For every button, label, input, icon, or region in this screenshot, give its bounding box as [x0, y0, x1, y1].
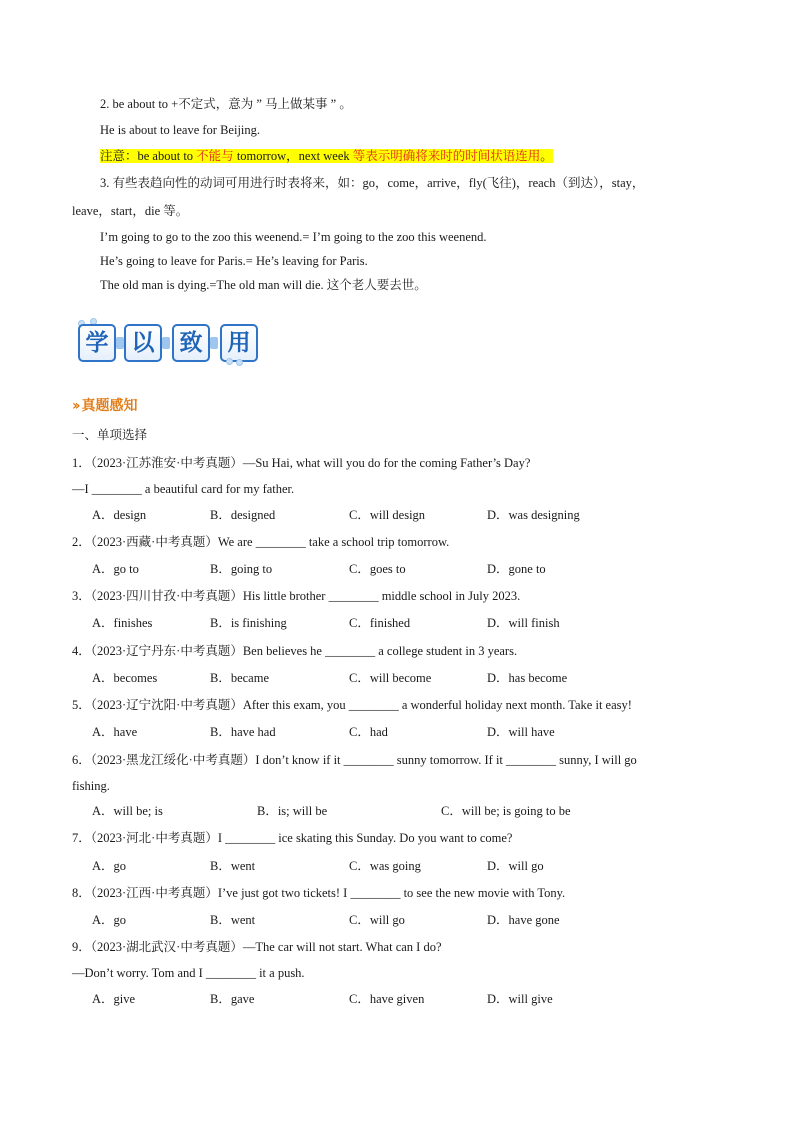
- question-6-line-2: fishing.: [72, 779, 110, 793]
- question-1-line-2: —I ________ a beautiful card for my father.: [72, 482, 295, 496]
- option-d[interactable]: D．will have: [487, 725, 555, 739]
- option-d[interactable]: D．gone to: [487, 562, 546, 576]
- option-c[interactable]: C．have given: [349, 992, 425, 1006]
- option-a[interactable]: A．go to: [92, 562, 139, 576]
- option-a[interactable]: A．have: [92, 725, 138, 739]
- option-c[interactable]: C．will go: [349, 913, 405, 927]
- question-7: 7．（2023·河北·中考真题）I ________ ice skating this Sunday. Do you want to come?: [72, 831, 513, 845]
- option-d[interactable]: D．has become: [487, 671, 568, 685]
- question-4: 4．（2023·辽宁丹东·中考真题）Ben believes he ________ a college student in 3 years.: [72, 644, 518, 658]
- option-d[interactable]: D．will go: [487, 859, 544, 873]
- question-5: 5．（2023·辽宁沈阳·中考真题）After this exam, you ________ a wonderful holiday next month. Take it easy!: [72, 698, 632, 712]
- tile-3: 致: [172, 324, 210, 362]
- option-d[interactable]: D．was designing: [487, 508, 580, 522]
- question-9: 9．（2023·湖北武汉·中考真题）—The car will not start. What can I do?: [72, 940, 442, 954]
- option-c[interactable]: C．will design: [349, 508, 426, 522]
- question-8: 8．（2023·江西·中考真题）I’ve just got two tickets! I ________ to see the new movie with Tony.: [72, 886, 566, 900]
- tile-2: 以: [124, 324, 162, 362]
- option-b[interactable]: B．went: [210, 913, 256, 927]
- question-9-line-2: —Don’t worry. Tom and I ________ it a push.: [72, 966, 305, 980]
- option-b[interactable]: B．gave: [210, 992, 255, 1006]
- option-a[interactable]: A．go: [92, 859, 127, 873]
- decor-dot: [226, 358, 233, 365]
- option-b[interactable]: B．have had: [210, 725, 276, 739]
- note-mid: tomorrow，next week: [233, 149, 353, 163]
- example-3: The old man is dying.=The old man will die. 这个老人要去世。: [100, 278, 427, 292]
- question-2: 2．（2023·西藏·中考真题）We are ________ take a school trip tomorrow.: [72, 535, 450, 549]
- option-b[interactable]: B．going to: [210, 562, 273, 576]
- tile-4: 用: [220, 324, 258, 362]
- option-d[interactable]: D．will give: [487, 992, 553, 1006]
- option-b[interactable]: B．went: [210, 859, 256, 873]
- example-1: I’m going to go to the zoo this weenend.= I’m going to the zoo this weenend.: [100, 230, 487, 244]
- double-chevron-icon: ››: [72, 398, 78, 414]
- option-a[interactable]: A．give: [92, 992, 136, 1006]
- example-2: He’s going to leave for Paris.= He’s leaving for Paris.: [100, 254, 368, 268]
- grammar-example: He is about to leave for Beijing.: [100, 123, 261, 137]
- grammar-point-3-line-1: 3. 有些表趋向性的动词可用进行时表将来，如：go，come，arrive，fly(飞往)，reach（到达），stay，: [100, 176, 645, 190]
- note-red-2: 等表示明确将来时的时间状语连用: [352, 149, 541, 163]
- tile-joint: [210, 337, 218, 349]
- question-6: 6．（2023·黑龙江绥化·中考真题）I don’t know if it ________ sunny tomorrow. If it ________ sunny, I will go: [72, 753, 637, 767]
- option-c[interactable]: C．was going: [349, 859, 421, 873]
- option-b[interactable]: B．designed: [210, 508, 276, 522]
- grammar-note: [100, 148, 553, 164]
- option-a[interactable]: A．finishes: [92, 616, 153, 630]
- option-c[interactable]: C．will be; is going to be: [441, 804, 571, 818]
- option-c[interactable]: C．had: [349, 725, 388, 739]
- note-red-1: 不能与: [196, 149, 234, 163]
- note-label: 注意：be about to: [100, 149, 197, 163]
- option-a[interactable]: A．will be; is: [92, 804, 163, 818]
- section-title-tiles: [76, 322, 266, 366]
- decor-dot: [236, 359, 243, 366]
- option-c[interactable]: C．goes to: [349, 562, 406, 576]
- option-a[interactable]: A．becomes: [92, 671, 158, 685]
- option-d[interactable]: D．have gone: [487, 913, 560, 927]
- option-b[interactable]: B．is; will be: [257, 804, 328, 818]
- grammar-point-3-line-2: leave，start，die 等。: [72, 204, 189, 218]
- part-heading: 一、单项选择: [72, 428, 148, 442]
- option-b[interactable]: B．is finishing: [210, 616, 287, 630]
- question-1: 1．（2023·江苏淮安·中考真题）—Su Hai, what will you do for the coming Father’s Day?: [72, 456, 531, 470]
- option-c[interactable]: C．finished: [349, 616, 411, 630]
- tile-joint: [162, 337, 170, 349]
- option-b[interactable]: B．became: [210, 671, 270, 685]
- note-end: 。: [540, 149, 553, 163]
- option-d[interactable]: D．will finish: [487, 616, 560, 630]
- section-subtitle: ›› 真题感知: [72, 398, 138, 414]
- question-3: 3．（2023·四川甘孜·中考真题）His little brother ________ middle school in July 2023.: [72, 589, 521, 603]
- tile-1: 学: [78, 324, 116, 362]
- grammar-point-2: 2. be about to +不定式，意为 ” 马上做某事 ” 。: [100, 97, 352, 111]
- tile-joint: [116, 337, 124, 349]
- option-c[interactable]: C．will become: [349, 671, 432, 685]
- option-a[interactable]: A．go: [92, 913, 127, 927]
- option-a[interactable]: A．design: [92, 508, 147, 522]
